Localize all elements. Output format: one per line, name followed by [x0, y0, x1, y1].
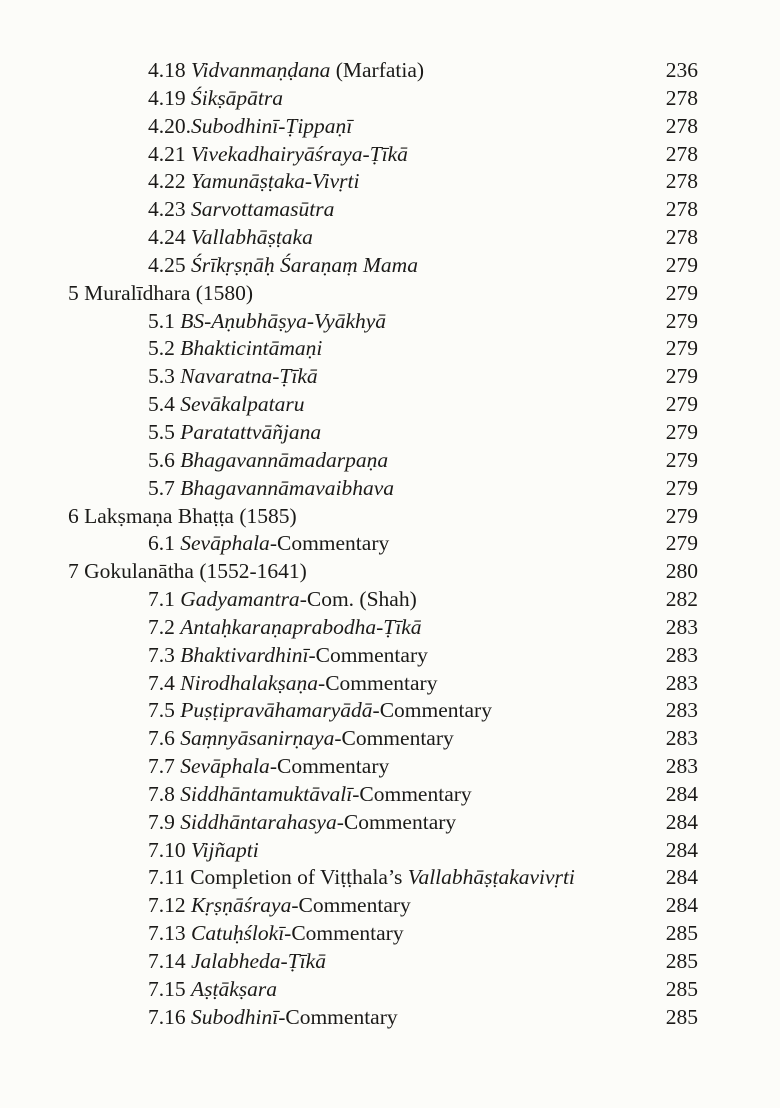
toc-entry-page: 283	[665, 642, 698, 667]
toc-entry-label	[0, 948, 666, 976]
toc-text-roman: -Commentary	[318, 670, 438, 695]
toc-entry	[0, 837, 780, 865]
toc-entry-label	[0, 864, 666, 892]
toc-entry-label	[0, 113, 666, 141]
toc-title-italic: Catuḥślokī	[191, 921, 285, 946]
toc-text-roman: -Commentary	[269, 754, 390, 779]
toc-entry-label	[0, 697, 666, 725]
toc-entry-label	[0, 753, 666, 781]
toc-text-roman: 7.2	[148, 614, 181, 639]
toc-entry-label	[0, 586, 666, 614]
toc-text-roman: 7.14	[148, 949, 191, 973]
toc-entry	[0, 753, 780, 781]
toc-entry	[0, 475, 780, 503]
toc-entry-page: 283	[665, 726, 698, 751]
toc-entry-page: 284	[665, 837, 698, 862]
toc-entry-label	[0, 1004, 666, 1032]
toc-text-roman: 7.10	[148, 837, 191, 862]
toc-entry	[0, 530, 780, 558]
toc-entry	[0, 725, 780, 753]
toc-entry	[0, 976, 780, 1004]
toc-text-roman: -Commentary	[269, 531, 390, 556]
toc-entry-label	[0, 781, 666, 809]
toc-entry-page: 279	[665, 336, 698, 361]
toc-title-italic: Gadyamantra	[180, 587, 300, 612]
toc-entry-page: 284	[665, 865, 698, 890]
toc-title-italic: Sarvottamasūtra	[191, 197, 335, 222]
toc-text-roman: 4.23	[148, 197, 191, 222]
toc-text-roman: -Commentary	[352, 781, 472, 806]
toc-entry-page: 283	[665, 614, 698, 639]
toc-title-italic: Siddhāntarahasya	[180, 809, 337, 834]
toc-entry-page: 279	[665, 392, 698, 417]
toc-title-italic: Nirodhalakṣaṇa	[180, 670, 319, 695]
toc-title-italic: Bhakticintāmaṇi	[180, 336, 323, 361]
toc-entry-label	[0, 642, 666, 670]
toc-text-roman: 7.8	[148, 781, 181, 806]
toc-entry	[0, 141, 780, 169]
toc-text-roman: 4.21	[148, 141, 191, 166]
toc-title-italic: BS-Aṇubhāṣya-Vyākhyā	[180, 308, 387, 333]
toc-text-roman: 7.4	[148, 670, 181, 695]
toc-entry-page: 278	[665, 113, 698, 138]
toc-entry	[0, 503, 780, 531]
toc-text-roman: 4.22	[148, 169, 191, 194]
toc-entry-label	[0, 224, 666, 252]
toc-entry	[0, 920, 780, 948]
toc-entry	[0, 670, 780, 698]
toc-entry-page: 284	[665, 893, 698, 918]
toc-entry-label	[0, 252, 666, 280]
toc-entry-page: 279	[665, 531, 698, 556]
toc-text-roman: (Marfatia)	[330, 58, 425, 82]
toc-text-roman: 5.4	[148, 392, 181, 417]
toc-entry-page: 285	[665, 921, 698, 946]
toc-text-roman: 5.6	[148, 447, 181, 472]
toc-entry-page: 282	[665, 587, 698, 612]
toc-entry-page: 278	[665, 225, 698, 250]
toc-text-roman: 5.1	[148, 308, 181, 333]
toc-title-italic: Sevāphala	[180, 754, 270, 779]
toc-entry	[0, 419, 780, 447]
toc-entry-label	[0, 475, 666, 503]
toc-title-italic: Bhagavannāmavaibhava	[180, 475, 395, 500]
toc-entry	[0, 224, 780, 252]
toc-entry-page: 279	[665, 475, 698, 500]
toc-title-italic: Śikṣāpātra	[191, 85, 283, 110]
toc-entry-page: 285	[665, 1004, 698, 1029]
toc-entry	[0, 809, 780, 837]
toc-title-italic: Bhagavannāmadarpaṇa	[180, 447, 389, 472]
toc-entry	[0, 113, 780, 141]
toc-text-roman: 5.3	[148, 364, 181, 389]
toc-entry-page: 278	[665, 197, 698, 222]
toc-entry	[0, 447, 780, 475]
toc-entry-label	[0, 391, 666, 419]
toc-entry	[0, 85, 780, 113]
toc-entry	[0, 308, 780, 336]
toc-entry-label	[0, 168, 666, 196]
toc-entry-label	[0, 920, 666, 948]
toc-text-roman: 4.24	[148, 225, 191, 250]
toc-text-roman: 5.7	[148, 475, 181, 500]
toc-text-roman: -Com. (Shah)	[299, 587, 417, 612]
toc-text-roman: 7.7	[148, 754, 181, 779]
toc-entry	[0, 614, 780, 642]
toc-title-italic: Vivekadhairyāśraya-Ṭīkā	[191, 141, 408, 166]
toc-entry-page: 278	[665, 141, 698, 166]
toc-title-italic: Puṣṭipravāhamaryādā	[180, 698, 373, 723]
toc-entry	[0, 252, 780, 280]
toc-entry-page: 279	[665, 447, 698, 472]
toc-entry-page: 279	[665, 308, 698, 333]
toc-entry-page: 284	[665, 781, 698, 806]
toc-entry-page: 283	[665, 670, 698, 695]
toc-entry-page: 279	[665, 364, 698, 389]
toc-entry-label	[0, 57, 666, 85]
toc-entry-page: 285	[665, 949, 698, 973]
toc-entry-label	[0, 725, 666, 753]
toc-entry-page: 284	[665, 809, 698, 834]
toc-title-italic: Saṃnyāsanirṇaya	[180, 726, 335, 751]
toc-title-italic: Subodhinī	[191, 1004, 279, 1029]
toc-entry-label	[0, 335, 666, 363]
toc-text-roman: 4.20.	[148, 113, 191, 138]
toc-entry	[0, 57, 780, 85]
toc-title-italic: Paratattvāñjana	[180, 419, 322, 444]
toc-title-italic: Sevāphala	[180, 531, 270, 556]
toc-text-roman: 7.5	[148, 698, 181, 723]
toc-text-roman: 5.5	[148, 419, 181, 444]
toc-text-roman: 5.2	[148, 336, 181, 361]
toc-text-roman: 7.11 Completion of Viṭṭhala’s	[148, 865, 408, 890]
toc-entry-page: 236	[665, 58, 698, 82]
toc-entry	[0, 335, 780, 363]
toc-entry	[0, 781, 780, 809]
toc-entry-label	[0, 558, 666, 586]
toc-entry	[0, 892, 780, 920]
toc-text-roman: 7.15	[148, 976, 191, 1001]
toc-entry	[0, 391, 780, 419]
toc-text-roman: -Commentary	[308, 642, 428, 667]
toc-entry-page: 283	[665, 698, 698, 723]
toc-text-roman: -Commentary	[334, 726, 454, 751]
toc-entry-label	[0, 308, 666, 336]
toc-entry-label	[0, 892, 666, 920]
toc-entry	[0, 864, 780, 892]
toc-title-italic: Subodhinī-Ṭippaṇī	[191, 113, 353, 138]
toc-text-roman: 7 Gokulanātha (1552-1641)	[68, 559, 307, 584]
toc-title-italic: Śrīkṛṣṇāḥ Śaraṇaṃ Mama	[191, 252, 418, 277]
toc-entry-label	[0, 503, 666, 531]
toc-text-roman: 4.18	[148, 58, 191, 82]
toc-entry	[0, 196, 780, 224]
toc-entry-label	[0, 614, 666, 642]
toc-entry	[0, 558, 780, 586]
toc-text-roman: 6.1	[148, 531, 181, 556]
toc-entry	[0, 697, 780, 725]
toc-entry-label	[0, 141, 666, 169]
toc-entry-label	[0, 530, 666, 558]
toc-entry	[0, 642, 780, 670]
toc-entry-label	[0, 976, 666, 1004]
toc-entry-label	[0, 363, 666, 391]
toc-entry	[0, 363, 780, 391]
toc-text-roman: 7.1	[148, 587, 181, 612]
toc-text-roman: -Commentary	[278, 1004, 398, 1029]
toc-text-roman: 5 Muralīdhara (1580)	[68, 280, 254, 305]
toc-text-roman: 7.3	[148, 642, 181, 667]
toc-entry-page: 278	[665, 85, 698, 110]
toc-entry-page: 285	[665, 976, 698, 1001]
toc-text-roman: 6 Lakṣmaṇa Bhaṭṭa (1585)	[68, 503, 297, 528]
toc-entry	[0, 1004, 780, 1032]
toc-entry-label	[0, 85, 666, 113]
toc-list	[0, 57, 780, 1032]
toc-title-italic: Vallabhāṣṭaka	[191, 225, 313, 250]
toc-entry	[0, 280, 780, 308]
toc-title-italic: Aṣṭākṣara	[191, 976, 277, 1001]
toc-title-italic: Jalabheda-Ṭīkā	[191, 949, 326, 973]
toc-text-roman: -Commentary	[336, 809, 457, 834]
toc-text-roman: -Commentary	[284, 921, 404, 946]
toc-title-italic: Antaḥkaraṇaprabodha-Ṭīkā	[180, 614, 422, 639]
toc-entry-page: 279	[665, 503, 698, 528]
toc-entry-page: 280	[665, 559, 698, 584]
toc-entry	[0, 586, 780, 614]
toc-text-roman: 4.19	[148, 85, 191, 110]
toc-text-roman: 4.25	[148, 252, 191, 277]
toc-title-italic: Navaratna-Ṭīkā	[180, 364, 318, 389]
toc-entry-label	[0, 837, 666, 865]
toc-text-roman: 7.16	[148, 1004, 191, 1029]
toc-title-italic: Siddhāntamuktāvalī	[180, 781, 353, 806]
toc-entry	[0, 168, 780, 196]
toc-text-roman: 7.9	[148, 809, 181, 834]
toc-entry-page: 279	[665, 419, 698, 444]
toc-text-roman: 7.6	[148, 726, 181, 751]
toc-entry-page: 279	[665, 280, 698, 305]
toc-entry-page: 278	[665, 169, 698, 194]
toc-entry	[0, 948, 780, 976]
toc-entry-label	[0, 670, 666, 698]
toc-text-roman: 7.13	[148, 921, 191, 946]
toc-title-italic: Vidvanmaṇḍana	[191, 58, 331, 82]
toc-title-italic: Vallabhāṣṭakavivṛti	[407, 865, 575, 890]
toc-text-roman: -Commentary	[372, 698, 492, 723]
toc-title-italic: Bhaktivardhinī	[180, 642, 309, 667]
toc-text-roman: 7.12	[148, 893, 191, 918]
toc-entry-page: 283	[665, 754, 698, 779]
toc-text-roman: -Commentary	[291, 893, 411, 918]
toc-entry-label	[0, 419, 666, 447]
toc-entry-page: 279	[665, 252, 698, 277]
toc-title-italic: Sevākalpataru	[180, 392, 305, 417]
toc-title-italic: Kṛṣṇāśraya	[191, 893, 292, 918]
toc-entry-label	[0, 447, 666, 475]
toc-entry-label	[0, 280, 666, 308]
toc-entry-label	[0, 809, 666, 837]
toc-title-italic: Yamunāṣṭaka-Vivṛti	[191, 169, 360, 194]
toc-entry-label	[0, 196, 666, 224]
toc-title-italic: Vijñapti	[191, 837, 259, 862]
